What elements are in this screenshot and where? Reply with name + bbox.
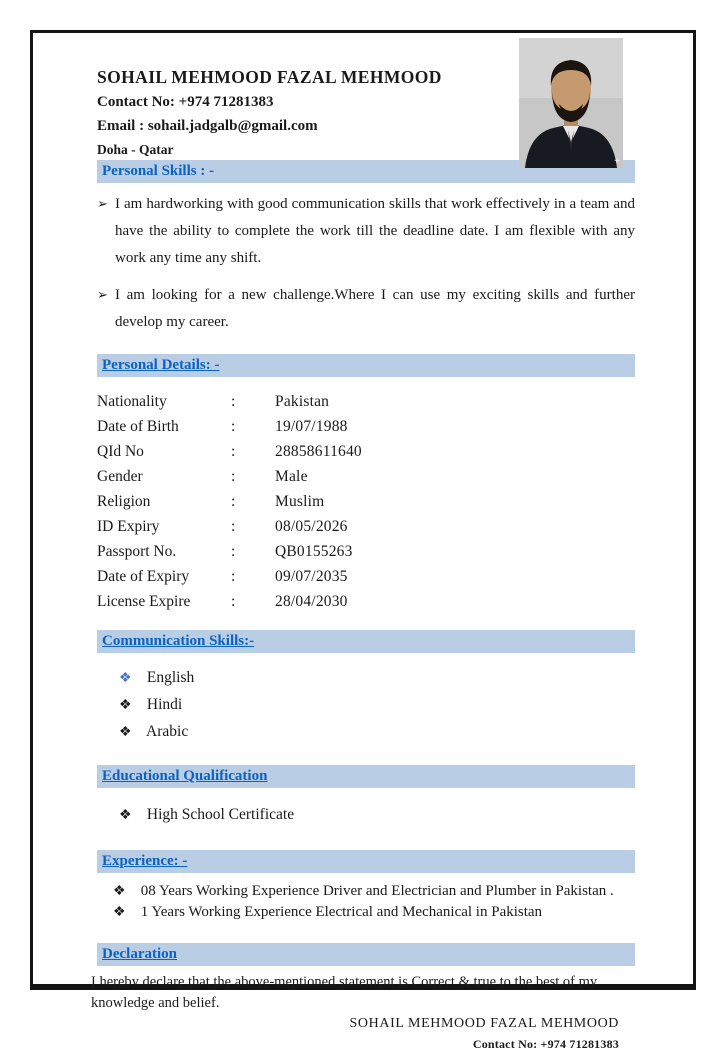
table-row (97, 439, 635, 464)
section-title-declaration: Declaration (102, 946, 177, 962)
diamond-bullet-icon: ❖ (119, 671, 132, 686)
detail-value: Male (275, 467, 308, 485)
detail-separator: : (231, 567, 236, 585)
detail-separator: : (231, 592, 236, 610)
detail-separator: : (231, 542, 236, 560)
detail-label: QId No (97, 442, 144, 460)
list-item (119, 696, 635, 714)
list-item (119, 723, 635, 741)
signature-name: SOHAIL MEHMOOD FAZAL MEHMOOD (349, 1016, 619, 1032)
diamond-bullet-icon: ❖ (113, 884, 126, 899)
section-title-personal-skills: Personal Skills : - (102, 163, 215, 179)
detail-separator: : (231, 417, 236, 435)
section-bar-declaration (97, 943, 635, 966)
language-label: Arabic (146, 723, 189, 740)
list-item (119, 806, 635, 824)
table-row (97, 414, 635, 439)
language-label: English (146, 669, 195, 686)
table-row (97, 589, 635, 614)
list-item (113, 904, 635, 921)
signature-block (97, 1016, 635, 1052)
education-list (97, 806, 635, 824)
page-frame (30, 30, 696, 1052)
detail-value: 19/07/1988 (275, 417, 348, 435)
profile-photo (519, 38, 623, 168)
detail-separator: : (231, 492, 236, 510)
section-bar-experience (97, 850, 635, 873)
location: Doha - Qatar (97, 142, 174, 157)
photo-watermark-plus-icon: + (614, 156, 620, 167)
detail-value: 28/04/2030 (275, 592, 348, 610)
detail-value: Pakistan (275, 392, 330, 410)
detail-separator: : (231, 517, 236, 535)
candidate-name: SOHAIL MEHMOOD FAZAL MEHMOOD (97, 67, 442, 87)
experience-item: 08 Years Working Experience Driver and Electrician and Plumber in Pakistan . (140, 883, 614, 899)
language-label: Hindi (146, 696, 183, 713)
email-line: Email : sohail.jadgalb@gmail.com (97, 118, 318, 134)
personal-skills-list (97, 191, 635, 336)
signature-contact-number: Contact No: +974 71281383 (472, 1037, 619, 1052)
diamond-bullet-icon: ❖ (119, 808, 132, 823)
detail-value: Muslim (275, 492, 325, 510)
detail-value: QB0155263 (275, 542, 353, 560)
list-item (97, 191, 635, 272)
detail-label: Date of Birth (97, 417, 179, 435)
diamond-bullet-icon: ❖ (113, 905, 126, 920)
detail-label: Passport No. (97, 542, 177, 560)
declaration-text: I hereby declare that the above-mentioned statement is Correct & true to the best of my knowledge and belief. (91, 974, 598, 1012)
detail-value: 28858611640 (275, 442, 362, 460)
section-title-communication-skills: Communication Skills:- (102, 633, 255, 649)
detail-label: Date of Expiry (97, 567, 190, 585)
section-bar-communication-skills (97, 630, 635, 653)
detail-label: ID Expiry (97, 517, 160, 535)
detail-separator: : (231, 442, 236, 460)
communication-skills-list (97, 669, 635, 741)
experience-item: 1 Years Working Experience Electrical and Mechanical in Pakistan (140, 904, 543, 920)
detail-value: 08/05/2026 (275, 517, 348, 535)
detail-label: Gender (97, 467, 143, 485)
section-bar-personal-details (97, 354, 635, 377)
table-row (97, 514, 635, 539)
diamond-bullet-icon: ❖ (119, 698, 132, 713)
detail-separator: : (231, 392, 236, 410)
personal-skill-text: I am looking for a new challenge.Where I can use my exciting skills and further develop my career. (115, 287, 635, 330)
table-row (97, 489, 635, 514)
list-item (119, 669, 635, 687)
arrow-bullet-icon: ➢ (97, 287, 108, 302)
table-row (97, 464, 635, 489)
profile-photo-illustration (519, 38, 623, 168)
experience-list (97, 883, 635, 921)
diamond-bullet-icon: ❖ (119, 725, 132, 740)
table-row (97, 539, 635, 564)
section-title-education: Educational Qualification (102, 768, 268, 784)
detail-separator: : (231, 467, 236, 485)
section-title-personal-details: Personal Details: - (102, 357, 220, 373)
table-row (97, 389, 635, 414)
section-bar-education (97, 765, 635, 788)
personal-details-table (97, 389, 635, 614)
contact-number: Contact No: +974 71281383 (97, 94, 274, 110)
table-row (97, 564, 635, 589)
section-title-experience: Experience: - (102, 853, 188, 869)
detail-label: License Expire (97, 592, 191, 610)
list-item (113, 883, 635, 900)
list-item (97, 282, 635, 336)
detail-value: 09/07/2035 (275, 567, 348, 585)
education-item: High School Certificate (146, 806, 295, 823)
detail-label: Nationality (97, 392, 167, 410)
arrow-bullet-icon: ➢ (97, 196, 108, 211)
detail-label: Religion (97, 492, 151, 510)
personal-skill-text: I am hardworking with good communication skills that work effectively in a team and have the ability to complete the work till the deadline date. I am flexible with any work any time any shift. (115, 196, 635, 266)
